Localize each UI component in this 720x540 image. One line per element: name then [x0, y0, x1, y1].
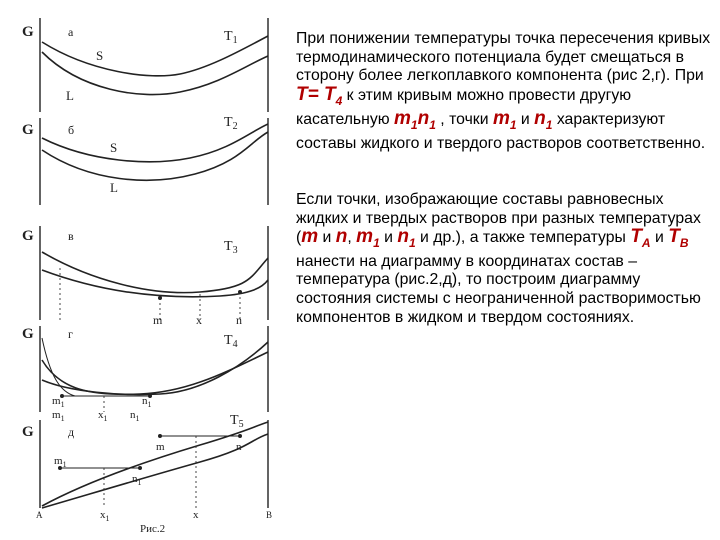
figure-caption: Рис.2 [140, 523, 166, 535]
panel-c-curve-s [42, 252, 268, 293]
panel-c-temp: $T_3$ [224, 239, 238, 256]
p2-text-a: Если точки, изображающие составы равновесных жидких и твердых растворов при разных температурах ( [296, 191, 701, 247]
panel-a-temp: $T_1$ [224, 29, 238, 46]
panel-b-axis-label: G [22, 122, 34, 138]
panel-c-curve-l [42, 270, 268, 297]
panel-d-curve-s [42, 352, 268, 394]
panel-e-temp: $T_5$ [230, 413, 244, 430]
p1-t: T [296, 83, 308, 105]
panel-e-axis-label: G [22, 424, 34, 440]
panel-c [22, 226, 268, 327]
panel-c-point-n [238, 290, 242, 294]
panel-e-x-label-x: x [193, 509, 199, 521]
figure-2 [0, 0, 290, 540]
p1-text-a: При понижении температуры точка пересечения кривых термодинамического потенциала будет смещаться в сторону более легкоплавкого компонента (рис 2,г). При [296, 30, 711, 85]
panel-a-curve-l-label: L [66, 88, 74, 103]
panel-e-x-label-b: B [266, 510, 273, 520]
panel-e-point-m [158, 434, 162, 438]
panel-b [22, 115, 268, 205]
p1-n1: $n_1$ [534, 108, 553, 132]
panel-e-x-label-x1: $x_1$ [100, 509, 110, 523]
panel-b-letter: б [68, 123, 75, 137]
p1-text-b: к этим кривым можно провести другую касательную [296, 86, 632, 129]
paragraph-2 [296, 191, 711, 327]
p2-text-c: нанести на диаграмму в координатах состав – температура (рис.2,д), то построим диаграмму состояния системы с неограниченной растворимостью компонентов в жидком и твердом состояниях. [296, 252, 701, 326]
p1-m1: $m_1$ [492, 108, 517, 132]
p2-and-3: и [650, 229, 669, 247]
panel-e-label-n1: $n_1$ [132, 473, 142, 487]
panel-a-curve-s-label: S [96, 48, 104, 63]
p2-m1: $m_1$ [356, 226, 380, 251]
panel-d-label-m1: $m_1$ [52, 395, 65, 409]
panel-d-x-label-x1: $x_1$ [98, 409, 108, 423]
panel-e-curve-lower [42, 434, 268, 508]
panel-c-x-label-m: m [153, 313, 163, 327]
panel-b-curve-l-label: L [110, 180, 118, 195]
p1-and: и [516, 111, 535, 129]
panel-a-axis-label: G [22, 24, 34, 40]
panel-e-letter: д [68, 425, 75, 439]
panel-c-x-label-n: n [236, 313, 242, 327]
p2-n: n [335, 226, 348, 248]
p2-ta: $T_A$ [630, 226, 651, 251]
panel-e-point-n1 [138, 466, 142, 470]
panel-e-point-n [238, 434, 242, 438]
p2-and-1: и [318, 229, 336, 247]
panel-e-x-label-a: A [36, 510, 43, 520]
panel-e-label-n: n [236, 441, 242, 453]
p2-n1: $n_1$ [397, 226, 416, 251]
panel-d-letter: г [68, 327, 73, 341]
panel-d-x-label-m1: $m_1$ [52, 409, 65, 423]
panel-b-temp: $T_2$ [224, 115, 238, 132]
p1-m1n1: $m_1n_1$ [394, 108, 436, 132]
p2-and-2: и [379, 229, 398, 247]
panel-b-curve-l [42, 132, 268, 180]
text-block [296, 30, 711, 327]
panel-d [22, 326, 268, 423]
p2-tb: $T_B$ [668, 226, 689, 251]
panel-e-label-m: m [156, 441, 165, 453]
panel-a [22, 18, 268, 112]
panel-d-point-m1 [60, 394, 64, 398]
panel-d-point-n1 [148, 394, 152, 398]
p1-eq: = [307, 83, 324, 105]
panel-c-x-label-x: x [196, 313, 202, 327]
panel-a-letter: а [68, 25, 74, 39]
p2-comma: , [347, 229, 357, 247]
p1-t4: $T_4$ [323, 83, 343, 108]
panel-d-label-n1: $n_1$ [142, 395, 152, 409]
panel-d-axis-label: G [22, 326, 34, 342]
paragraph-1 [296, 30, 711, 153]
panel-c-axis-label: G [22, 228, 34, 244]
p2-m: m [301, 226, 319, 248]
p2-text-b: и др.), а также температуры [415, 229, 631, 247]
p1-text-d: характеризуют составы жидкого и твердого растворов соответственно. [296, 111, 706, 152]
panel-c-point-m [158, 296, 162, 300]
panel-e-curve-upper [42, 422, 268, 506]
panel-c-letter: в [68, 229, 74, 243]
panel-e [22, 413, 272, 523]
panel-d-temp: $T_4$ [224, 333, 238, 350]
panel-d-x-label-n1: $n_1$ [130, 409, 140, 423]
panel-b-curve-s-label: S [110, 140, 118, 155]
p1-text-c: , точки [435, 111, 493, 129]
panel-e-label-m1: $m_1$ [54, 455, 67, 469]
